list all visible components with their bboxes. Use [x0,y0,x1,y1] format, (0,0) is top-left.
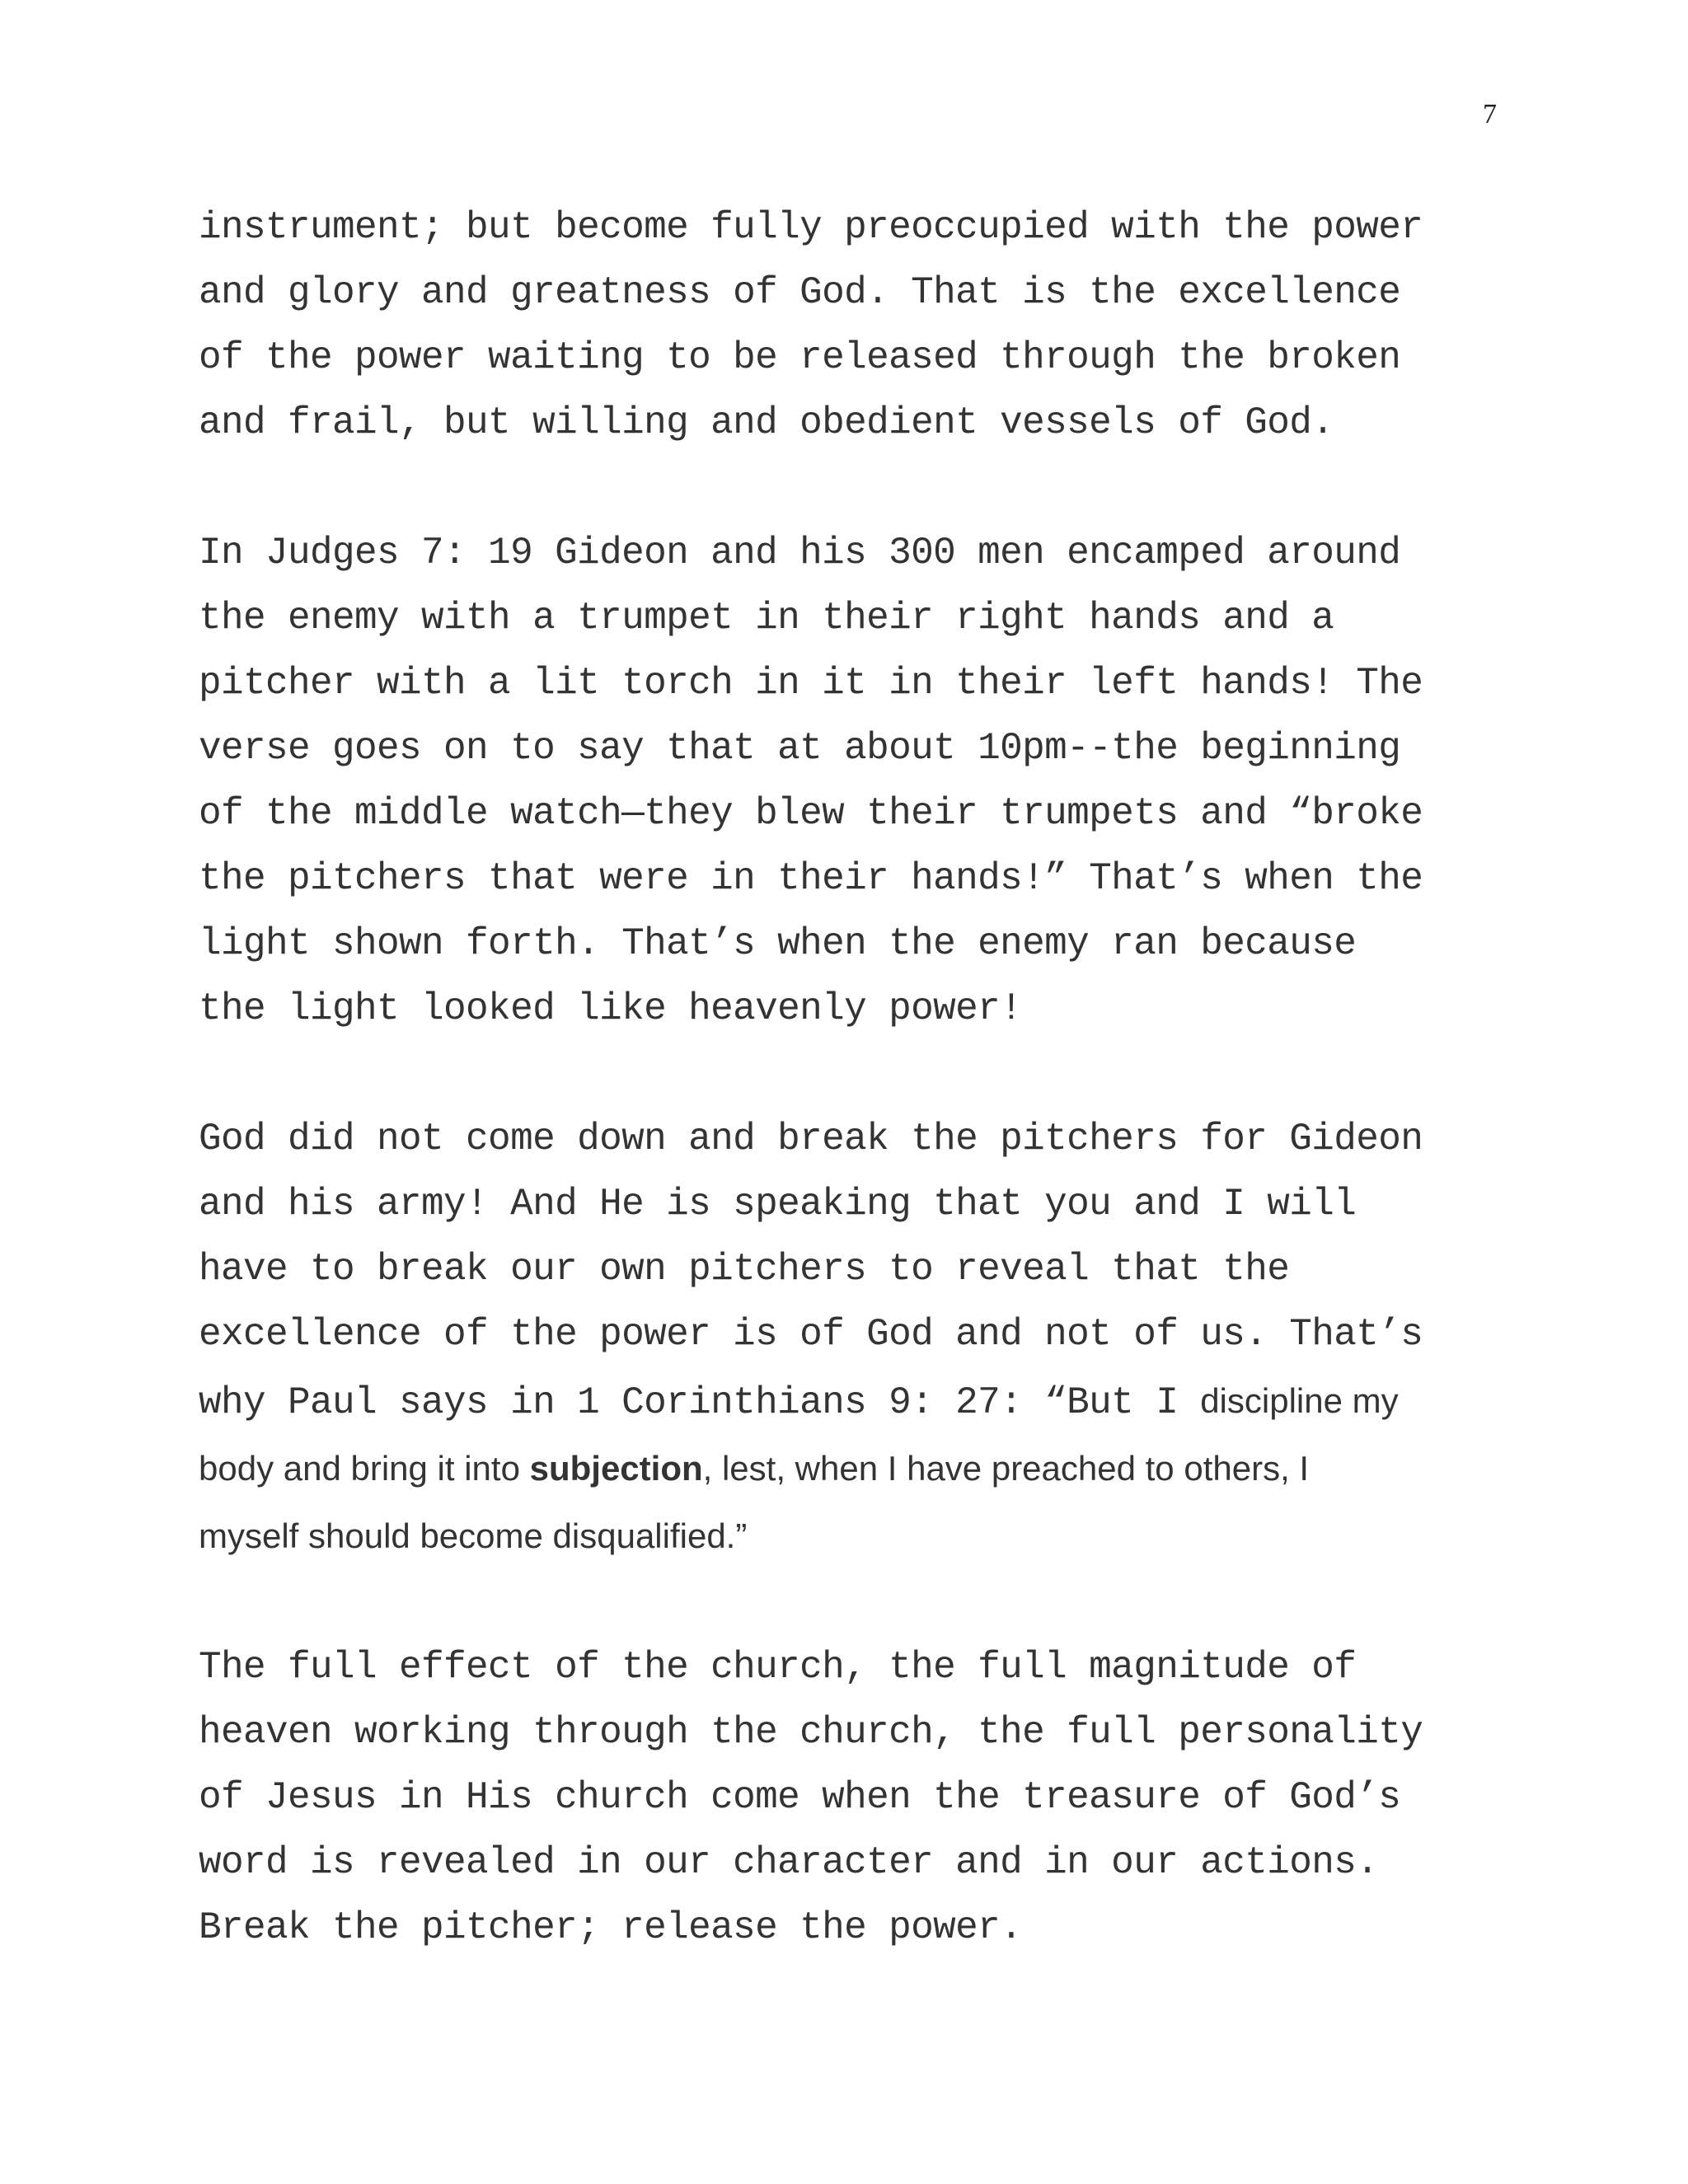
quote-line-3: myself should become disqualified.” [199,1516,748,1555]
text-line: excellence of the power is of God and not of us. That’s [199,1313,1423,1356]
text-line: of the middle watch—they blew their trumpets and “broke [199,792,1423,835]
paragraph-3 [199,1107,1501,1570]
quote-line-1 [199,1367,1501,1435]
text-line: verse goes on to say that at about 10pm--the beginning [199,727,1401,770]
text-line: and glory and greatness of God. That is the excellence [199,271,1401,314]
quote-intro: why Paul says in 1 Corinthians 9: 27: “But I [199,1381,1201,1424]
text-line: the enemy with a trumpet in their right hands and a [199,597,1334,640]
text-line: Break the pitcher; release the power. [199,1906,1023,1949]
body-text [199,195,1501,2026]
text-line: God did not come down and break the pitchers for Gideon [199,1118,1423,1160]
page-number: 7 [1483,99,1497,129]
emphasis-word: subjection [529,1449,703,1488]
text-line: word is revealed in our character and in our actions. [199,1841,1379,1884]
text-line: the light looked like heavenly power! [199,987,1023,1030]
text-line: The full effect of the church, the full magnitude of [199,1646,1357,1689]
paragraph-1 [199,195,1501,456]
text-line: In Judges 7: 19 Gideon and his 300 men encamped around [199,532,1401,574]
text-line: have to break our own pitchers to reveal that the [199,1248,1290,1291]
text-line: and frail, but willing and obedient vessels of God. [199,401,1334,444]
text-line: and his army! And He is speaking that you and I will [199,1183,1357,1226]
text-line: instrument; but become fully preoccupied with the power [199,206,1423,249]
text-line: pitcher with a lit torch in it in their left hands! The [199,662,1423,705]
text-line: of the power waiting to be released through the broken [199,336,1401,379]
quote-start: discipline my [1200,1381,1399,1420]
text-line: the pitchers that were in their hands!” That’s when the [199,857,1423,900]
text-line: light shown forth. That’s when the enemy ran because [199,922,1357,965]
paragraph-2 [199,521,1501,1042]
quote-line-2 [199,1435,1501,1502]
text-line: of Jesus in His church come when the treasure of God’s [199,1776,1401,1819]
quote-text: , lest, when I have preached to others, I [702,1449,1310,1488]
text-line: heaven working through the church, the full personality [199,1711,1423,1754]
quote-text: body and bring it into [199,1449,530,1488]
paragraph-4 [199,1635,1501,1961]
